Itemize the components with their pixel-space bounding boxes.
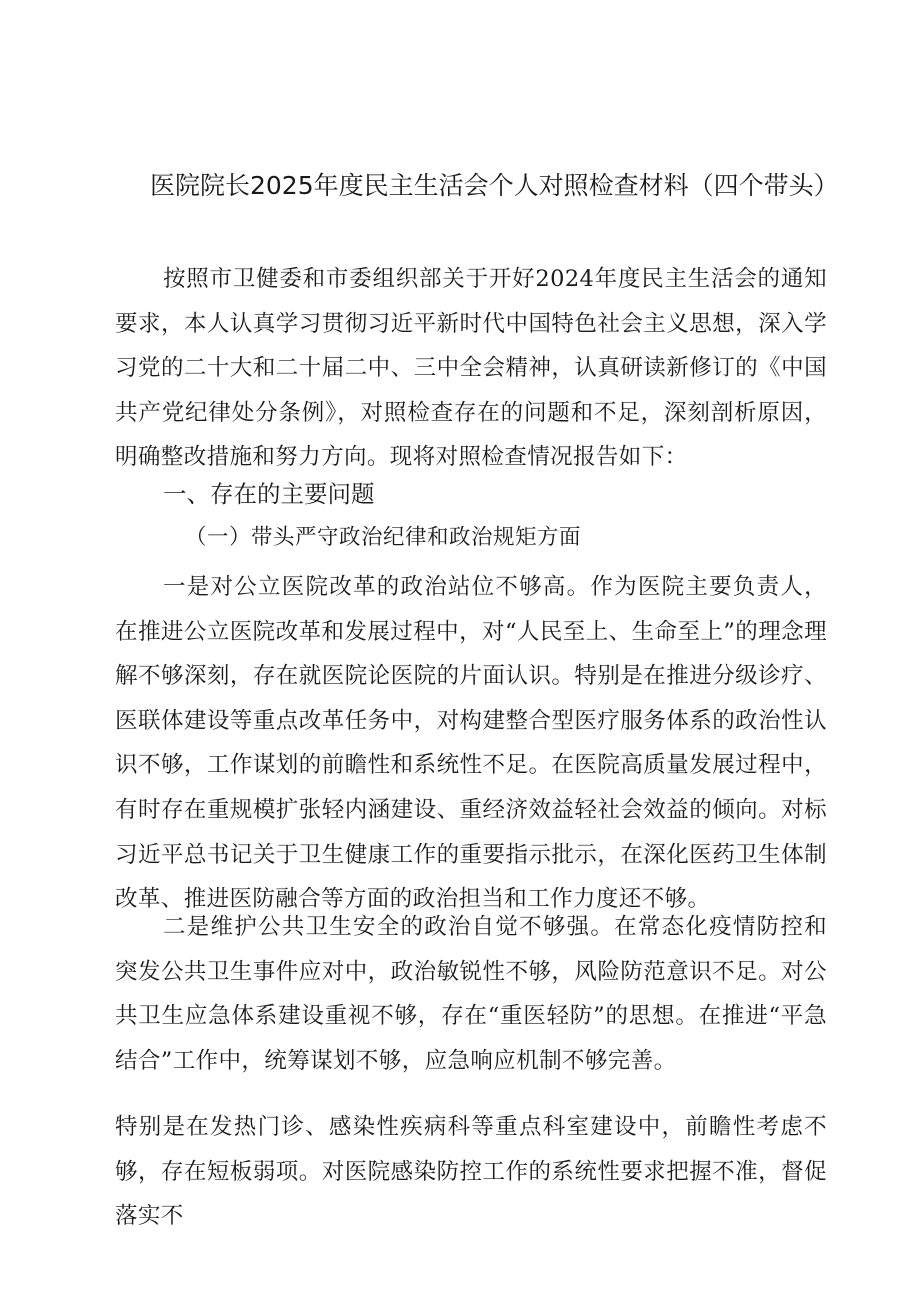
document-title: 医院院长2025年度民主生活会个人对照检查材料（四个带头） (150, 171, 839, 200)
subsection-heading-political-discipline: （一）带头严守政治纪律和政治规矩方面 (185, 525, 582, 550)
paragraph-one: 一是对公立医院改革的政治站位不够高。作为医院主要负责人，在推进公立医院改革和发展过程中，对“人民至上、生命至上”的理念理解不够深刻，存在就医院论医院的片面认识。特别是在推进分级诊疗、医联体建设等重点改革任务中，对构建整合型医疗服务体系的政治性认识不够，工作谋划的前瞻性和系统性不足。在医院高质量发展过程中，有时存在重规模扩张轻内涵建设、重经济效益轻社会效益的倾向。对标习近平总书记关于卫生健康工作的重要指示批示，在深化医药卫生体制改革、推进医防融合等方面的政治担当和工作力度还不够。 (115, 574, 827, 913)
section-heading-main-problems: 一、存在的主要问题 (163, 480, 375, 508)
paragraph-three: 特别是在发热门诊、感染性疾病科等重点科室建设中，前瞻性考虑不够，存在短板弱项。对医院感染防控工作的系统性要求把握不准，督促落实不 (115, 1114, 827, 1230)
paragraph-two: 二是维护公共卫生安全的政治自觉不够强。在常态化疫情防控和突发公共卫生事件应对中，政治敏锐性不够，风险防范意识不足。对公共卫生应急体系建设重视不够，存在“重医轻防”的思想。在推进“平急结合”工作中，统筹谋划不够，应急响应机制不够完善。 (115, 914, 827, 1074)
intro-paragraph: 按照市卫健委和市委组织部关于开好2024年度民主生活会的通知要求，本人认真学习贯彻习近平新时代中国特色社会主义思想，深入学习党的二十大和二十届二中、三中全会精神，认真研读新修订的《中国共产党纪律处分条例》，对照检查存在的问题和不足，深刻剖析原因，明确整改措施和努力方向。现将对照检查情况报告如下： (115, 266, 827, 471)
